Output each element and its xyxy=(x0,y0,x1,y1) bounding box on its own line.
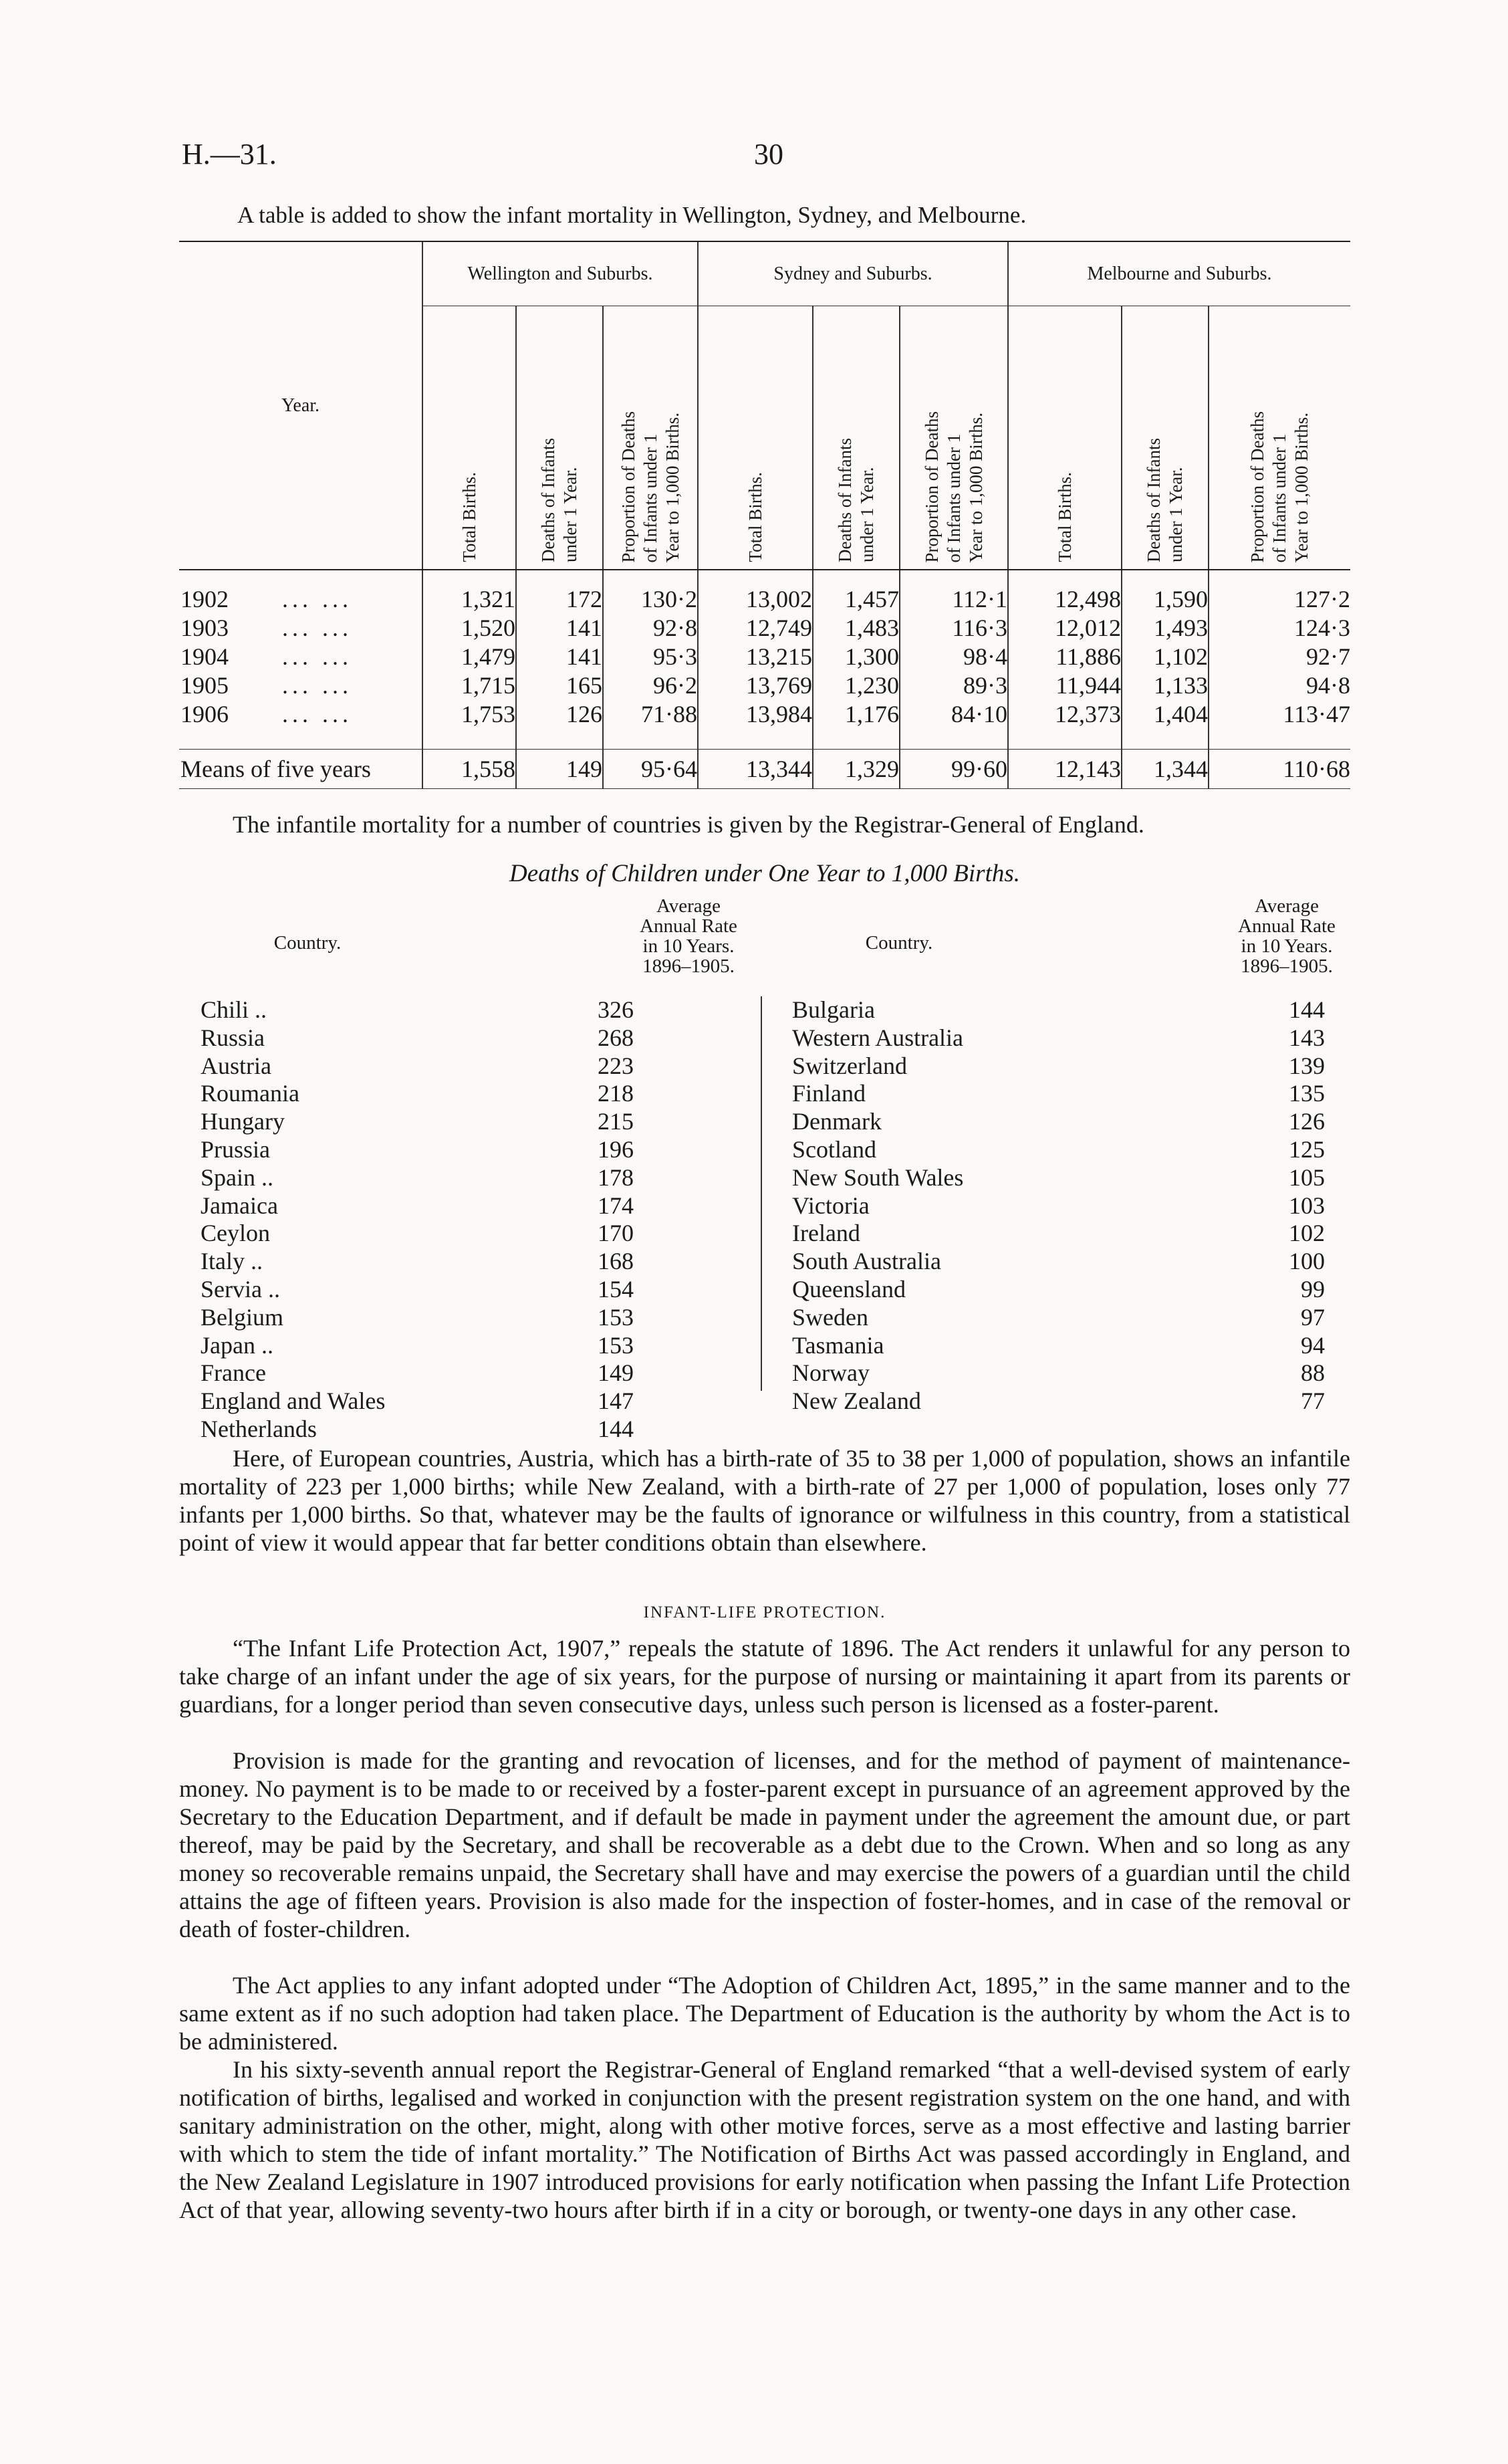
country-name: Hungary xyxy=(201,1108,285,1135)
country-name: Denmark xyxy=(792,1108,882,1135)
country-rate: 125 xyxy=(1289,1135,1325,1163)
country-row xyxy=(762,1276,1352,1304)
group-header-sydney: Sydney and Suburbs. xyxy=(698,241,1008,306)
paragraph-licenses: Provision is made for the granting and revocation of licenses, and for the method of payment of maintenance-money. No payment is to be made to or received by a foster-parent except in pursuance of an agreement approved by the Secretary to the Education Department, and if default be made in payment under the agreement the amount due, or part thereof, may be paid by the Secretary, and shall be recoverable as a debt due to the Crown. When and so long as any money so recoverable remains unpaid, the Secretary shall have and may exercise the powers of a guardian until the child attains the age of fifteen years. Provision is also made for the inspection of foster-homes, and in case of the removal or death of foster-children. xyxy=(179,1747,1350,1942)
rate-header-left: Average Annual Rate in 10 Years. 1896–1905. xyxy=(640,895,737,977)
value-cell: 1,479 xyxy=(422,643,516,671)
value-cell: 1,715 xyxy=(422,671,516,700)
country-rate: 103 xyxy=(1289,1192,1325,1219)
paragraph-registrar-report: In his sixty-seventh annual report the Registrar-General of England remarked “that a well-devised system of early notification of births, legalised and worked in conjunction with the present registration system on the one hand, and with sanitary administration on the other, might, along with other motive forces, serve as a most effective and lasting barrier with which to stem the tide of infant mortality.” The Notification of Births Act was passed accordingly in England, and the New Zealand Legislature in 1907 introduced provisions for early notification when passing the Infant Life Protection Act of that year, allowing seventy-two hours after birth if in a city or borough, or twenty-one days in any other case. xyxy=(179,2056,1350,2223)
value-cell: 1,483 xyxy=(813,614,900,643)
table-row xyxy=(179,614,1350,643)
value-cell: 12,012 xyxy=(1008,614,1122,643)
value-cell: 172 xyxy=(516,570,603,614)
countries-right-column xyxy=(761,996,1352,1415)
country-row xyxy=(762,1359,1352,1387)
value-cell: 1,300 xyxy=(813,643,900,671)
year-cell: 1905 ... ... xyxy=(180,672,352,699)
value-cell: 11,944 xyxy=(1008,671,1122,700)
year-cell: 1904 ... ... xyxy=(180,643,352,670)
country-name: Victoria xyxy=(792,1192,870,1219)
country-row xyxy=(762,996,1352,1024)
value-cell: 112·1 xyxy=(900,570,1008,614)
section-heading: INFANT-LIFE PROTECTION. xyxy=(643,1603,886,1621)
country-rate: 105 xyxy=(1289,1163,1325,1191)
country-row xyxy=(201,1276,761,1304)
col-header: Proportion of Deaths of Infants under 1 Year to 1,000 Births. xyxy=(900,306,1008,570)
value-cell: 94·8 xyxy=(1209,671,1350,700)
country-rate: 149 xyxy=(598,1359,634,1387)
country-header-right: Country. xyxy=(865,932,933,954)
country-name: Netherlands xyxy=(201,1415,317,1442)
value-cell: 96·2 xyxy=(603,671,698,700)
country-rate: 168 xyxy=(598,1248,634,1275)
means-value-cell: 95·64 xyxy=(603,750,698,789)
value-cell: 127·2 xyxy=(1209,570,1350,614)
table-row xyxy=(179,671,1350,700)
country-name: Ceylon xyxy=(201,1220,270,1247)
col-header: Proportion of Deaths of Infants under 1 Year to 1,000 Births. xyxy=(603,306,698,570)
country-row xyxy=(762,1136,1352,1164)
country-name: Spain .. xyxy=(201,1163,274,1191)
value-cell: 71·88 xyxy=(603,700,698,729)
country-rate: 223 xyxy=(598,1052,634,1079)
country-rate: 170 xyxy=(598,1220,634,1247)
country-row xyxy=(762,1108,1352,1136)
country-name: Norway xyxy=(792,1359,870,1387)
country-rate: 215 xyxy=(598,1108,634,1135)
country-name: Scotland xyxy=(792,1135,876,1163)
country-name: Sweden xyxy=(792,1303,868,1331)
means-label: Means of five years xyxy=(179,750,422,789)
col-header: Deaths of Infants under 1 Year. xyxy=(516,306,603,570)
table-row xyxy=(179,570,1350,614)
country-name: Western Australia xyxy=(792,1024,964,1051)
value-cell: 116·3 xyxy=(900,614,1008,643)
country-row xyxy=(201,1080,761,1108)
paragraph-european-comparison: Here, of European countries, Austria, which has a birth-rate of 35 to 38 per 1,000 of population, shows an infantile mortality of 223 per 1,000 births; while New Zealand, with a birth-rate of 27 per 1,000 of population, loses only 77 infants per 1,000 births. So that, whatever may be the faults of ignorance or wilfulness in this country, from a statistical point of view it would appear that far better conditions obtain than elsewhere. xyxy=(179,1445,1350,1556)
country-name: Italy .. xyxy=(201,1248,263,1275)
means-value-cell: 149 xyxy=(516,750,603,789)
country-name: Prussia xyxy=(201,1135,271,1163)
country-rate: 153 xyxy=(598,1331,634,1359)
country-name: Chili .. xyxy=(201,996,267,1023)
country-row xyxy=(762,1248,1352,1276)
country-name: New South Wales xyxy=(792,1163,964,1191)
country-name: Queensland xyxy=(792,1275,906,1303)
country-row xyxy=(762,1080,1352,1108)
value-cell: 12,749 xyxy=(698,614,813,643)
country-header-left: Country. xyxy=(273,932,342,954)
country-row xyxy=(201,1416,761,1444)
country-rate: 218 xyxy=(598,1080,634,1107)
country-row xyxy=(762,1220,1352,1248)
group-header-melbourne: Melbourne and Suburbs. xyxy=(1008,241,1350,306)
country-row xyxy=(201,1164,761,1192)
value-cell: 1,404 xyxy=(1122,700,1209,729)
country-name: England and Wales xyxy=(201,1387,386,1415)
country-row xyxy=(201,1052,761,1081)
value-cell: 84·10 xyxy=(900,700,1008,729)
country-name: Belgium xyxy=(201,1303,283,1331)
country-rate: 100 xyxy=(1289,1248,1325,1275)
country-rate: 77 xyxy=(1301,1387,1325,1415)
year-cell: 1903 ... ... xyxy=(180,614,352,641)
rate-header-right: Average Annual Rate in 10 Years. 1896–1905. xyxy=(1238,895,1336,977)
country-row xyxy=(201,1359,761,1387)
value-cell: 89·3 xyxy=(900,671,1008,700)
value-cell: 1,753 xyxy=(422,700,516,729)
country-row xyxy=(762,1052,1352,1081)
year-cell: 1906 ... ... xyxy=(180,701,352,727)
country-row xyxy=(762,1332,1352,1360)
country-row xyxy=(762,1304,1352,1332)
value-cell: 130·2 xyxy=(603,570,698,614)
country-name: New Zealand xyxy=(792,1387,921,1415)
value-cell: 124·3 xyxy=(1209,614,1350,643)
col-header: Total Births. xyxy=(422,306,516,570)
paragraph-adoption: The Act applies to any infant adopted under “The Adoption of Children Act, 1895,” in the same manner and to the same extent as if no such adoption had taken place. The Department of Education is the authority by whom the Act is to be administered. xyxy=(179,1972,1350,2055)
country-rate: 99 xyxy=(1301,1275,1325,1303)
country-rate: 144 xyxy=(598,1415,634,1442)
country-rate: 126 xyxy=(1289,1108,1325,1135)
country-name: Russia xyxy=(201,1024,265,1051)
col-header: Total Births. xyxy=(1008,306,1122,570)
country-row xyxy=(201,1192,761,1220)
country-name: Ireland xyxy=(792,1220,860,1247)
country-rate: 153 xyxy=(598,1303,634,1331)
table-row xyxy=(179,643,1350,671)
value-cell: 13,769 xyxy=(698,671,813,700)
value-cell: 1,520 xyxy=(422,614,516,643)
country-rate: 326 xyxy=(598,996,634,1023)
value-cell: 1,590 xyxy=(1122,570,1209,614)
country-rate: 139 xyxy=(1289,1052,1325,1079)
country-rate: 154 xyxy=(598,1275,634,1303)
country-row xyxy=(201,1332,761,1360)
country-row xyxy=(762,1164,1352,1192)
country-name: Bulgaria xyxy=(792,996,875,1023)
country-row xyxy=(201,1387,761,1416)
year-header: Year. xyxy=(179,241,422,570)
value-cell: 1,133 xyxy=(1122,671,1209,700)
country-rate: 102 xyxy=(1289,1220,1325,1247)
country-row xyxy=(201,1220,761,1248)
value-cell: 1,176 xyxy=(813,700,900,729)
value-cell: 1,321 xyxy=(422,570,516,614)
table-row xyxy=(179,700,1350,729)
col-header: Total Births. xyxy=(698,306,813,570)
country-rate: 196 xyxy=(598,1135,634,1163)
value-cell: 13,215 xyxy=(698,643,813,671)
value-cell: 13,984 xyxy=(698,700,813,729)
countries-left-column xyxy=(201,996,761,1444)
value-cell: 113·47 xyxy=(1209,700,1350,729)
col-header: Proportion of Deaths of Infants under 1 Year to 1,000 Births. xyxy=(1209,306,1350,570)
value-cell: 1,102 xyxy=(1122,643,1209,671)
means-value-cell: 1,344 xyxy=(1122,750,1209,789)
value-cell: 11,886 xyxy=(1008,643,1122,671)
country-name: South Australia xyxy=(792,1248,941,1275)
country-name: Tasmania xyxy=(792,1331,884,1359)
means-value-cell: 1,558 xyxy=(422,750,516,789)
value-cell: 165 xyxy=(516,671,603,700)
country-name: Roumania xyxy=(201,1080,299,1107)
document-reference: H.—31. xyxy=(182,138,277,171)
value-cell: 141 xyxy=(516,643,603,671)
col-header: Deaths of Infants under 1 Year. xyxy=(1122,306,1209,570)
country-rate: 178 xyxy=(598,1163,634,1191)
country-rate: 135 xyxy=(1289,1080,1325,1107)
group-header-wellington: Wellington and Suburbs. xyxy=(422,241,698,306)
means-value-cell: 13,344 xyxy=(698,750,813,789)
country-row xyxy=(762,1024,1352,1052)
country-name: Servia .. xyxy=(201,1275,280,1303)
means-value-cell: 110·68 xyxy=(1209,750,1350,789)
country-row xyxy=(201,996,761,1024)
value-cell: 1,457 xyxy=(813,570,900,614)
country-rate: 147 xyxy=(598,1387,634,1415)
infant-mortality-table xyxy=(179,241,1350,789)
country-row xyxy=(201,1024,761,1052)
value-cell: 98·4 xyxy=(900,643,1008,671)
country-row xyxy=(201,1248,761,1276)
countries-table-title: Deaths of Children under One Year to 1,000 Births. xyxy=(509,860,1020,887)
country-rate: 97 xyxy=(1301,1303,1325,1331)
means-row xyxy=(179,750,1350,789)
value-cell: 12,373 xyxy=(1008,700,1122,729)
country-name: France xyxy=(201,1359,266,1387)
country-row xyxy=(201,1304,761,1332)
means-value-cell: 12,143 xyxy=(1008,750,1122,789)
value-cell: 1,230 xyxy=(813,671,900,700)
country-row xyxy=(201,1108,761,1136)
country-row xyxy=(762,1192,1352,1220)
country-name: Finland xyxy=(792,1080,866,1107)
country-row xyxy=(762,1387,1352,1416)
country-name: Jamaica xyxy=(201,1192,278,1219)
value-cell: 12,498 xyxy=(1008,570,1122,614)
country-rate: 268 xyxy=(598,1024,634,1051)
year-cell: 1902 ... ... xyxy=(180,586,352,612)
country-rate: 143 xyxy=(1289,1024,1325,1051)
country-name: Japan .. xyxy=(201,1331,273,1359)
means-value-cell: 1,329 xyxy=(813,750,900,789)
value-cell: 141 xyxy=(516,614,603,643)
paragraph-infantile-mortality: The infantile mortality for a number of countries is given by the Registrar-General of England. xyxy=(233,811,1144,838)
col-header: Deaths of Infants under 1 Year. xyxy=(813,306,900,570)
paragraph-act-summary: “The Infant Life Protection Act, 1907,” repeals the statute of 1896. The Act renders it unlawful for any person to take charge of an infant under the age of six years, for the purpose of nursing or maintaining it apart from its parents or guardians, for a longer period than seven consecutive days, unless such person is licensed as a foster-parent. xyxy=(179,1635,1350,1718)
value-cell: 92·8 xyxy=(603,614,698,643)
value-cell: 95·3 xyxy=(603,643,698,671)
country-rate: 88 xyxy=(1301,1359,1325,1387)
means-value-cell: 99·60 xyxy=(900,750,1008,789)
intro-text: A table is added to show the infant mortality in Wellington, Sydney, and Melbourne. xyxy=(237,202,1027,228)
value-cell: 92·7 xyxy=(1209,643,1350,671)
value-cell: 13,002 xyxy=(698,570,813,614)
country-rate: 144 xyxy=(1289,996,1325,1023)
value-cell: 1,493 xyxy=(1122,614,1209,643)
country-name: Switzerland xyxy=(792,1052,907,1079)
country-rate: 94 xyxy=(1301,1331,1325,1359)
country-name: Austria xyxy=(201,1052,271,1079)
page-number: 30 xyxy=(754,138,783,171)
country-rate: 174 xyxy=(598,1192,634,1219)
value-cell: 126 xyxy=(516,700,603,729)
country-row xyxy=(201,1136,761,1164)
